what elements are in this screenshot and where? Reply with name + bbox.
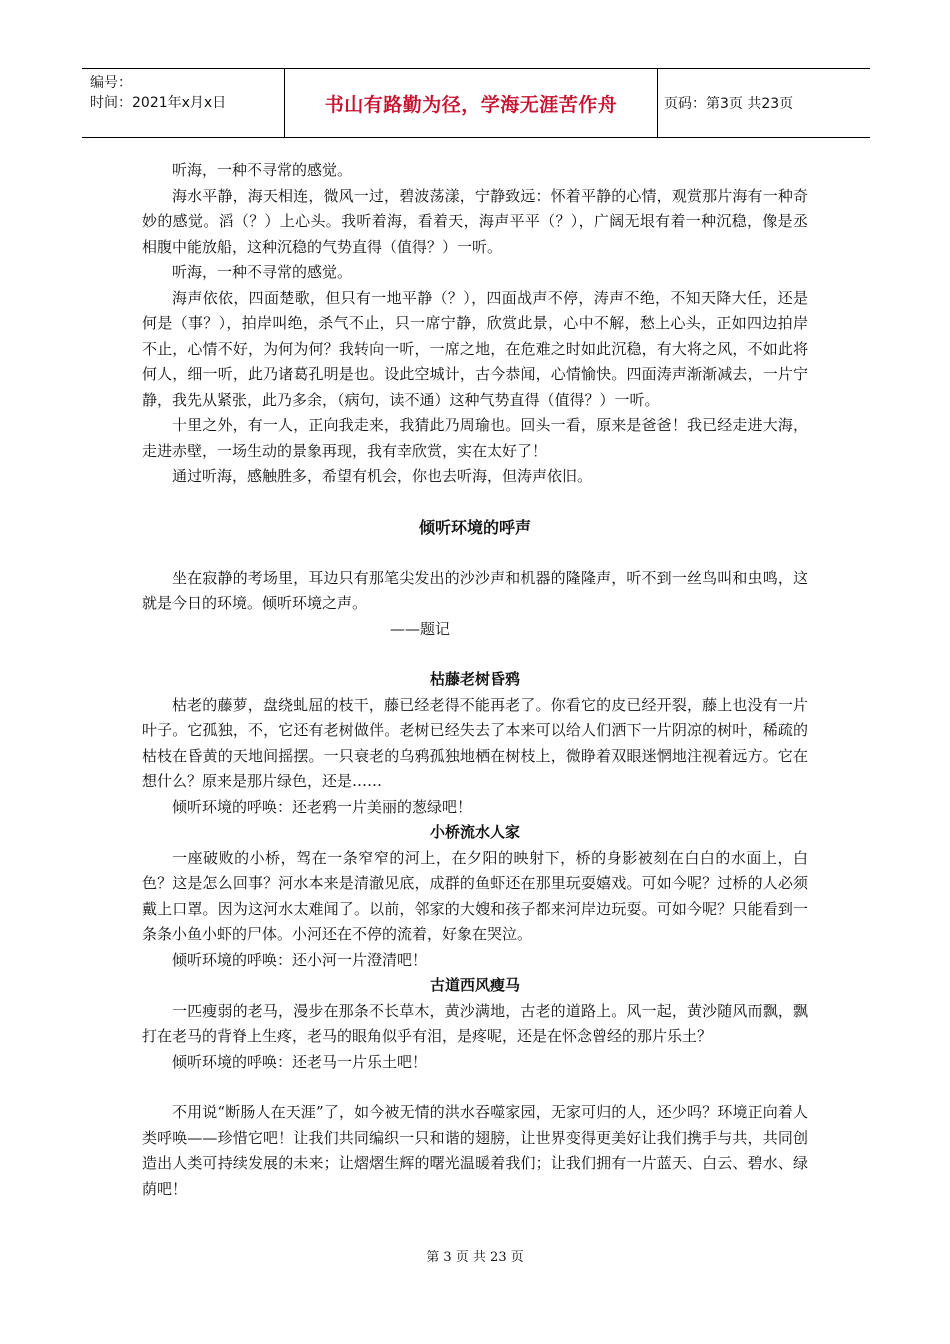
section-text: 一匹瘦弱的老马，漫步在那条不长草木，黄沙满地，古老的道路上。风一起，黄沙随风而飘，飘打在老马的背脊上生疼，老马的眼角似乎有泪，是疼呢，还是在怀念曾经的那片乐土？ (142, 1001, 808, 1045)
section-call: 倾听环境的呼唤：还小河一片澄清吧！ (172, 950, 428, 969)
spacer (142, 1075, 808, 1100)
paragraph: 十里之外，有一人，正向我走来，我猜此乃周瑜也。回头一看，原来是爸爸！我已经走进大海，走进赤壁，一场生动的景象再现，我有幸欣赏，实在太好了！ (142, 416, 808, 460)
section-text: 一座破败的小桥，驾在一条窄窄的河上，在夕阳的映射下，桥的身影被刻在白白的水面上，白色？这是怎么回事？河水本来是清澈见底，成群的鱼虾还在那里玩耍嬉戏。可如今呢？过桥的人必须戴上口罩。因为这河水太难闻了。以前，邻家的大嫂和孩子都来河岸边玩耍。可如今呢？只能看到一条条小鱼小虾的尸体。小河还在不停的流着，好象在哭泣。 (142, 848, 808, 943)
spacer (142, 490, 808, 515)
number-label: 编号： (90, 75, 132, 91)
paragraph: 海声依依，四面楚歌，但只有一地平静（？），四面战声不停，涛声不绝，不知天降大任，还是何是（事？），拍岸叫绝，杀气不止，只一席宁静，欣赏此景，心中不解，愁上心头，正如四边拍岸不止，心情不好，为何为何？我转向一听，一席之地，在危难之时如此沉稳，有大将之风，不如此将何人，细一听，此乃诸葛孔明是也。设此空城计，古今恭闻，心情愉快。四面涛声渐渐减去，一片宁静，我先从紧张，此乃多余，（病句，读不通）这种气势直得（值得？）一听。 (142, 288, 808, 409)
conclusion-paragraph: 不用说“断肠人在天涯”了，如今被无情的洪水吞噬家园，无家可归的人，还少吗？环境正向着人类呼唤——珍惜它吧！让我们共同编织一只和谐的翅膀，让世界变得更美好让我们携手与共，共同创造出人类可持续发展的未来；让熠熠生辉的曙光温暖着我们；让我们拥有一片蓝天、白云、碧水、绿荫吧！ (142, 1103, 808, 1198)
section-text: 枯老的藤萝，盘绕虬屈的枝干，藤已经老得不能再老了。你看它的皮已经开裂，藤上也没有一片叶子。它孤独，不，它还有老树做伴。老树已经失去了本来可以给人们洒下一片阴凉的树叶，稀疏的枯枝在昏黄的天地间摇摆。一只衰老的乌鸦孤独地栖在树枝上，微睁着双眼迷惘地注视着远方。它在想什么？原来是那片绿色，还是…… (142, 695, 808, 790)
header-meta-cell (82, 69, 285, 137)
spacer (142, 642, 808, 667)
intro-paragraph: 坐在寂静的考场里，耳边只有那笔尖发出的沙沙声和机器的隆隆声，听不到一丝鸟叫和虫鸣，这就是今日的环境。倾听环境之声。 (142, 568, 808, 612)
section-heading: 枯藤老树昏鸦 (429, 670, 520, 688)
page-footer: 第 3 页 共 23 页 (426, 1250, 524, 1265)
paragraph: 听海，一种不寻常的感觉。 (172, 161, 353, 179)
section-call: 倾听环境的呼唤：还老鸦一片美丽的葱绿吧！ (172, 797, 473, 816)
paragraph: 海水平静，海天相连，微风一过，碧波荡漾，宁静致远：怀着平静的心情，观赏那片海有一种奇妙的感觉。滔（？）上心头。我听着海，看着天，海声平平（？），广阔无垠有着一种沉稳，像是丞相腹中能放船，这种沉稳的气势直得（值得？）一听。 (142, 186, 808, 256)
spacer (142, 541, 808, 566)
header-table (82, 68, 870, 138)
motto: 书山有路勤为径，学海无涯苦作舟 (285, 69, 658, 137)
time-label: 时间：2021年x月x日 (90, 95, 227, 111)
page-code: 页码：第3页 共23页 (664, 96, 794, 112)
section-call: 倾听环境的呼唤：还老马一片乐土吧！ (172, 1052, 428, 1071)
paragraph: 通过听海，感触胜多，希望有机会，你也去听海，但涛声依旧。 (172, 467, 593, 485)
document-body (142, 158, 808, 1202)
section-heading: 小桥流水人家 (429, 823, 520, 841)
essay-title: 倾听环境的呼声 (418, 517, 531, 537)
section-heading: 古道西风瘦马 (429, 976, 520, 994)
epigraph-signature: ——题记 (390, 619, 451, 638)
paragraph: 听海，一种不寻常的感觉。 (172, 263, 353, 281)
